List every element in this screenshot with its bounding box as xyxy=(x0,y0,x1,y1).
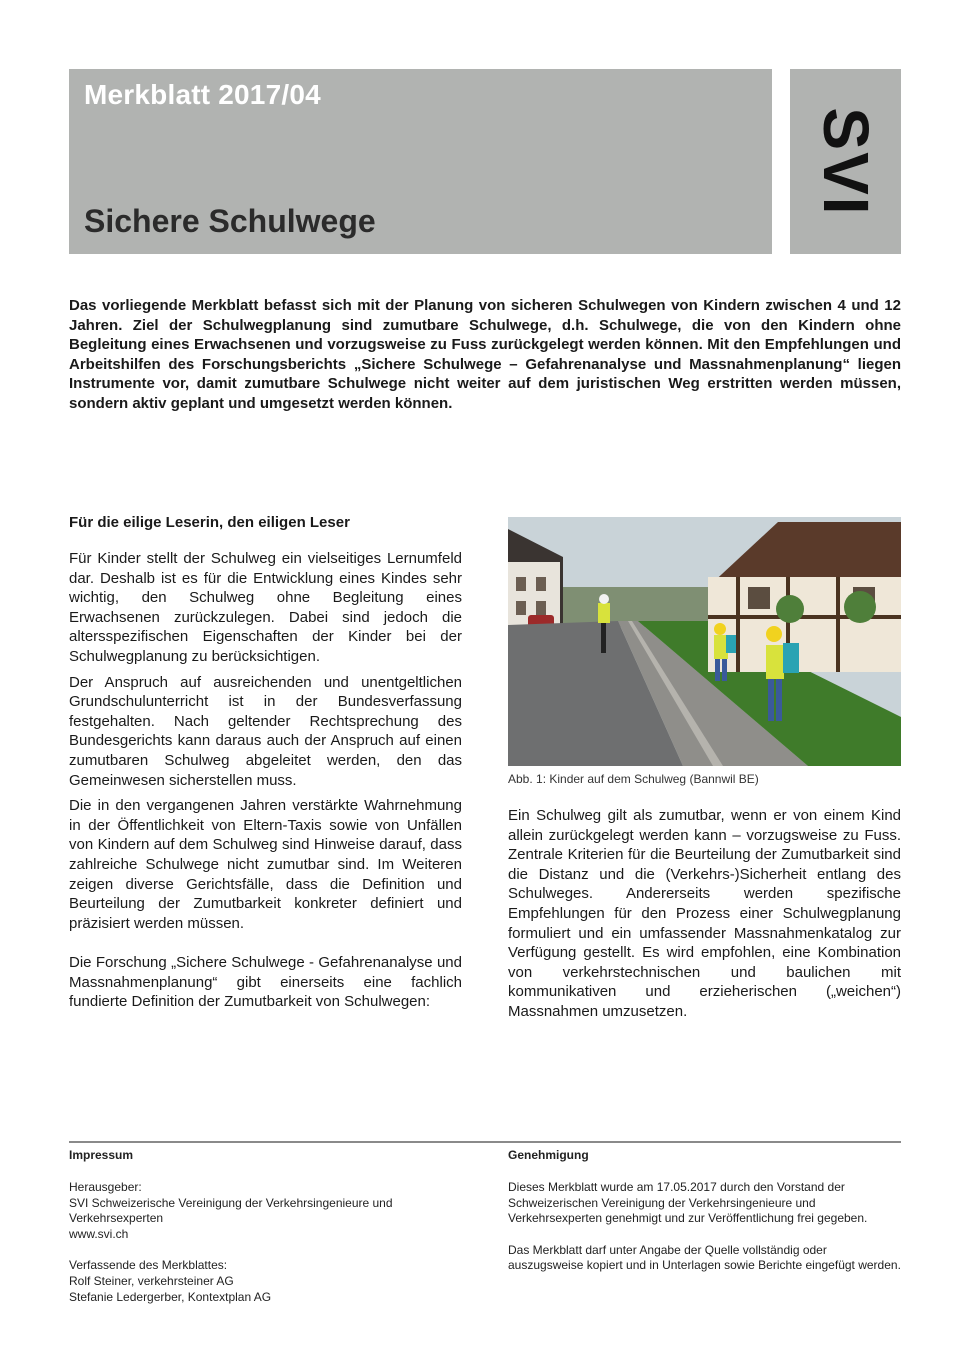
body-paragraph: Für Kinder stellt der Schulweg ein vielseitiges Lernumfeld dar. Deshalb ist es für die Entwicklung eines Kindes sehr wichtig, den Schulweg ohne Begleitung eines Erwachsenen zurückzulegen. Dabei sind jedoch die altersspezifischen Eigenschaften der Kinder bei der Schulwegplanung zu berücksichtigen. xyxy=(69,550,462,665)
impressum-section xyxy=(69,1148,462,1321)
author-name: Rolf Steiner, verkehrsteiner AG xyxy=(69,1273,234,1288)
copy-permission-text: Das Merkblatt darf unter Angabe der Quelle vollständig oder auszugsweise kopiert und in Unterlagen sowie Berichte eingefügt werden. xyxy=(508,1242,901,1273)
authors-label: Verfassende des Merkblattes: xyxy=(69,1258,228,1273)
photo-caption: Abb. 1: Kinder auf dem Schulweg (Bannwil BE) xyxy=(508,772,759,786)
body-paragraph: Ein Schulweg gilt als zumutbar, wenn er von einem Kind allein zurückgelegt werden kann – vorzugsweise zu Fuss. Zentrale Kriterien für die Beurteilung der Zumutbarkeit sind die Distanz und die (Verkehrs-)Sicherheit entlang des Schulweges. Andererseits werden spezifische Empfehlungen für den Prozess einer Schulwegplanung formuliert und ein umfassender Massnahmenkatalog zur Verfügung gestellt. Es wird empfohlen, eine Kombination von verkehrstechnischen und baulichen mit kommunikativen und erzieherischen („weichen“) Massnahmen umzusetzen. xyxy=(508,807,901,1020)
publisher-name: SVI Schweizerische Vereinigung der Verkehrsingenieure und Verkehrsexperten xyxy=(69,1195,393,1226)
left-column xyxy=(69,514,462,1018)
body-paragraph: Der Anspruch auf ausreichenden und unentgeltlichen Grundschulunterricht ist in der Bundesverfassung festgehalten. Nach geltender Rechtsprechung des Bundesgerichts kann daraus auch der Anspruch auf einen zumutbaren Schulweg abgeleitet werden, den das Gemeinwesen sicherstellen muss. xyxy=(69,673,462,789)
genehmigung-heading: Genehmigung xyxy=(508,1148,589,1162)
genehmigung-section xyxy=(508,1148,901,1290)
approval-text: Dieses Merkblatt wurde am 17.05.2017 durch den Vorstand der Schweizerischen Vereinigung der Verkehrsingenieure und Verkehrsexperten genehmigt und zur Veröffentlichung frei gegeben. xyxy=(508,1180,868,1226)
publisher-label: Herausgeber: xyxy=(69,1180,142,1194)
impressum-heading: Impressum xyxy=(69,1148,134,1162)
school-path-photo xyxy=(508,517,901,766)
logo-text: SVI xyxy=(809,106,882,217)
title-banner xyxy=(69,69,772,254)
intro-paragraph: Das vorliegende Merkblatt befasst sich mit der Planung von sicheren Schulwegen von Kindern zwischen 4 und 12 Jahren. Ziel der Schulwegplanung sind zumutbare Schulwege, d.h. Schulwege, die von den Kindern ohne Begleitung eines Erwachsenen und vorzugsweise zu Fuss zurückgelegt werden können. Mit den Empfehlungen und Arbeitshilfen des Forschungsberichts „Sichere Schulwege – Gefahrenanalyse und Massnahmenplanung“ liegen Instrumente vor, damit zumutbare Schulwege nicht weiter auf dem juristischen Weg erstritten werden müssen, sondern aktiv geplant und umgesetzt werden können. xyxy=(69,297,901,412)
section-heading: Für die eilige Leserin, den eiligen Leser xyxy=(69,514,350,531)
website-link[interactable]: www.svi.ch xyxy=(69,1226,129,1241)
right-column xyxy=(508,517,901,1028)
body-paragraph: Die Forschung „Sichere Schulwege - Gefahrenanalyse und Massnahmenplanung“ gibt einerseits eine fachlich fundierte Definition der Zumutbarkeit von Schulwegen: xyxy=(69,954,462,1011)
svi-logo xyxy=(790,69,901,254)
page-title: Sichere Schulwege xyxy=(84,203,376,239)
footer-divider xyxy=(69,1141,901,1143)
body-paragraph: Die in den vergangenen Jahren verstärkte Wahrnehmung in der Öffentlichkeit von Eltern-Taxis sowie von Unfällen von Kindern auf dem Schulweg sind Hinweise darauf, dass zahlreiche Schulwege nicht zumutbar sind. Im Weiteren zeigen diverse Gerichtsfälle, dass die Definition und Beurteilung der Zumutbarkeit konkreter definiert und präzisiert werden müssen. xyxy=(69,797,462,932)
author-name: Stefanie Ledergerber, Kontextplan AG xyxy=(69,1289,272,1304)
document-number: Merkblatt 2017/04 xyxy=(84,79,321,110)
